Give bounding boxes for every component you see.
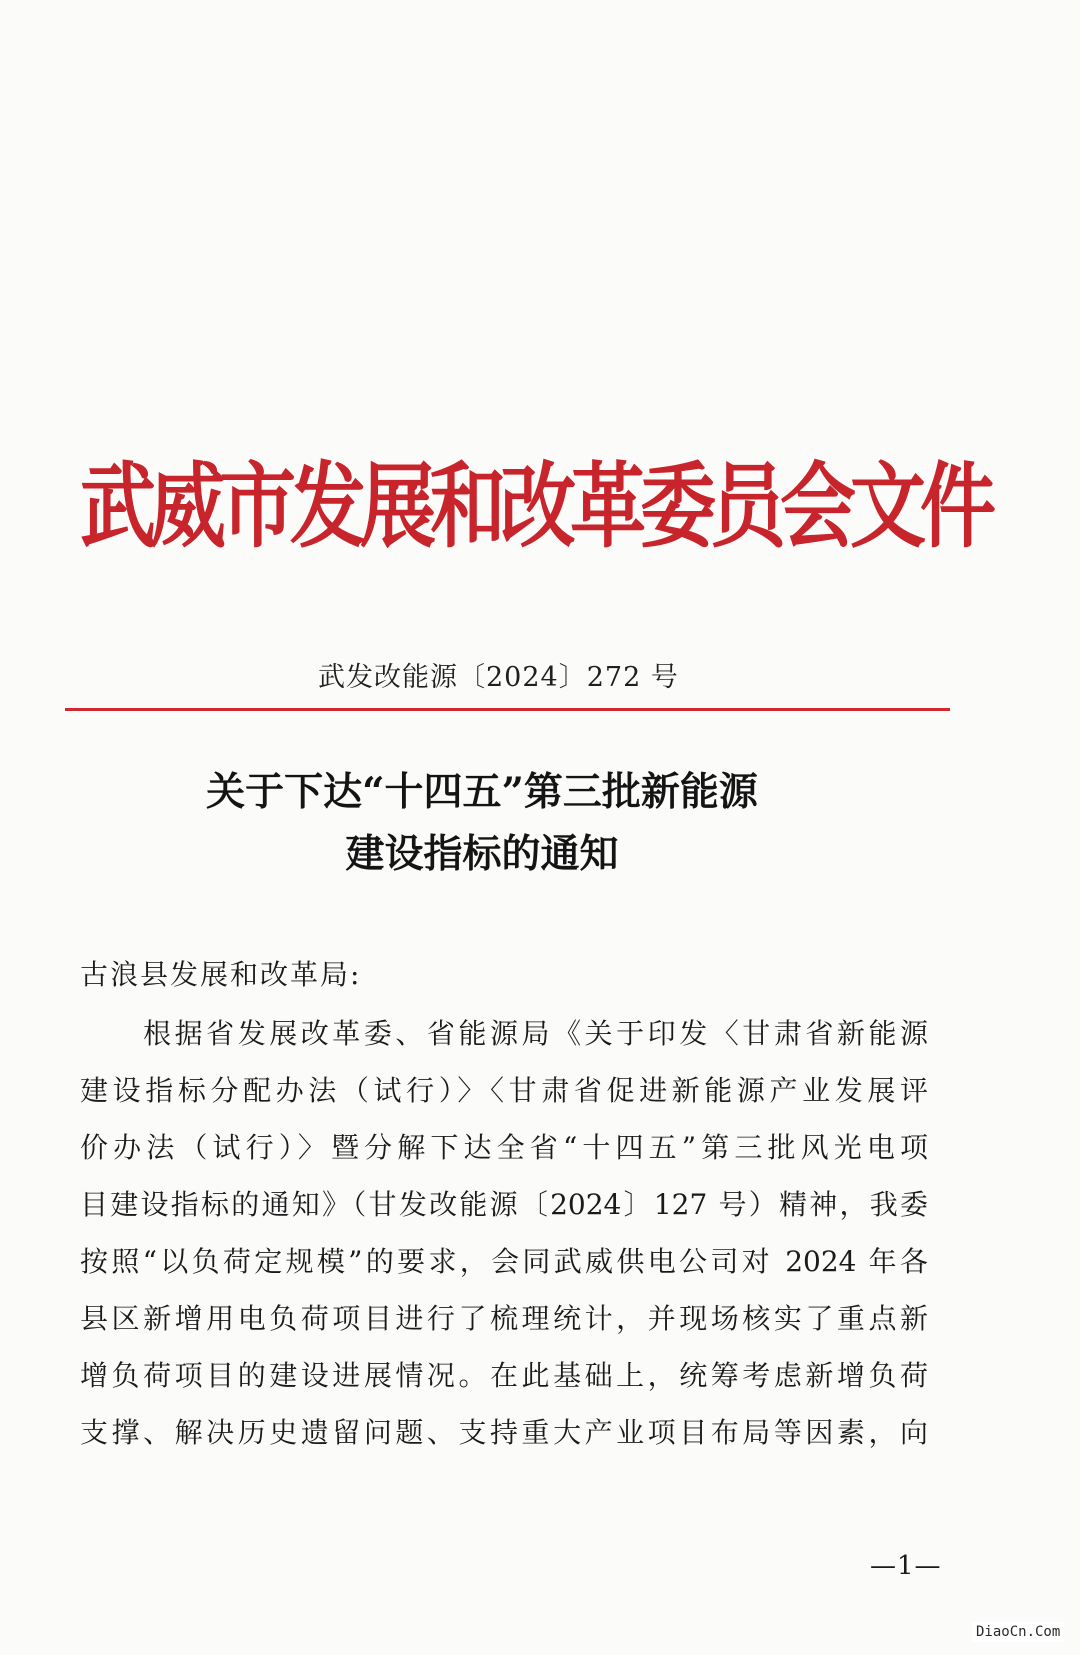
- body-line: 建设指标分配办法（试行）〉〈甘肃省促进新能源产业发展评: [80, 1074, 928, 1107]
- agency-header-title: 武威市发展和改革委员会文件: [80, 452, 990, 561]
- body-line: 价办法（试行）〉暨分解下达全省“十四五”第三批风光电项: [80, 1131, 928, 1164]
- document-number: 武发改能源〔2024〕272 号: [318, 662, 679, 693]
- body-line: 增负荷项目的建设进展情况。在此基础上，统筹考虑新增负荷: [80, 1359, 928, 1392]
- body-line: 按照“以负荷定规模”的要求，会同武威供电公司对 2024 年各: [80, 1245, 928, 1278]
- body-line: 目建设指标的通知》（甘发改能源〔2024〕127 号）精神，我委: [80, 1188, 928, 1221]
- body-line: 县区新增用电负荷项目进行了梳理统计，并现场核实了重点新: [80, 1302, 928, 1335]
- page-number: —1—: [870, 1551, 942, 1581]
- salutation: 古浪县发展和改革局:: [80, 958, 362, 991]
- document-title-line-2: 建设指标的通知: [345, 831, 619, 877]
- site-watermark: DiaoCn.Com: [972, 1622, 1064, 1642]
- body-line: 支撑、解决历史遗留问题、支持重大产业项目布局等因素，向: [80, 1416, 928, 1449]
- body-line: 根据省发展改革委、省能源局《关于印发〈甘肃省新能源: [80, 1017, 928, 1050]
- document-title-line-1: 关于下达“十四五”第三批新能源: [206, 769, 758, 815]
- red-divider-rule: [65, 708, 950, 711]
